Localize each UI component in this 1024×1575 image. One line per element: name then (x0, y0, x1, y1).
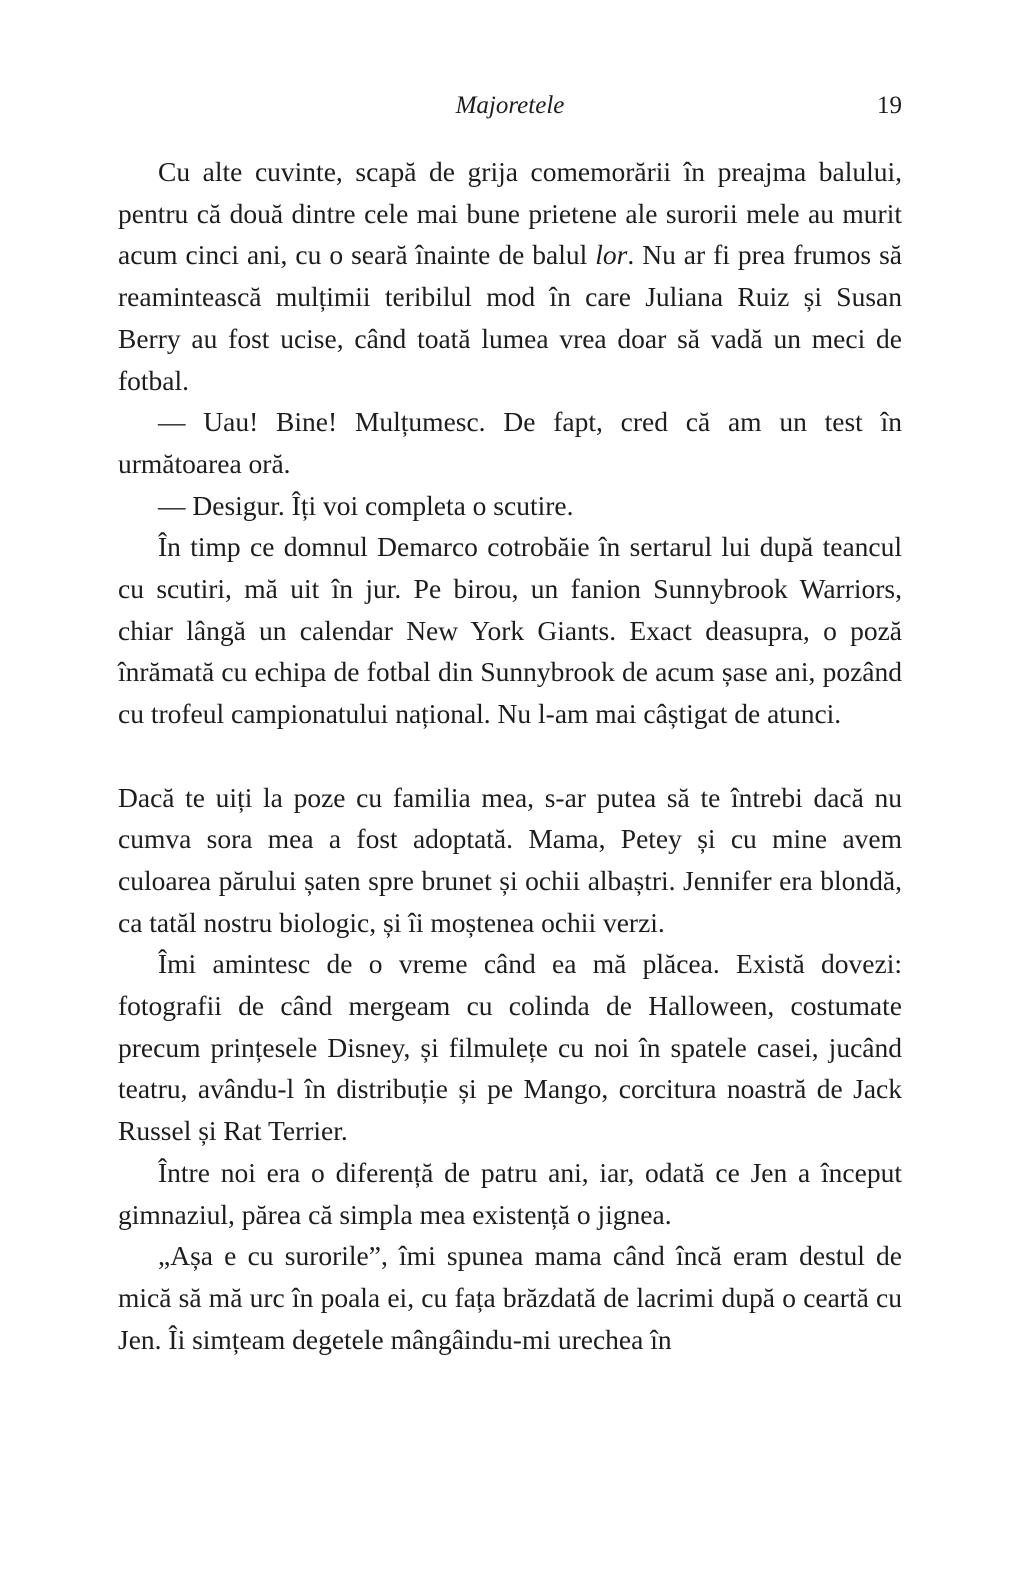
paragraph-4: În timp ce domnul Demarco cotrobăie în sertarul lui după teancul cu scutiri, mă uit în jur. Pe birou, un fanion Sunnybrook Warriors, chiar lângă un calendar New York Giants. Exact deasupra, o poză înrămată cu echipa de fotbal din Sunnybrook de acum șase ani, pozând cu trofeul campionatului național. Nu l-am mai câștigat de atunci. (118, 531, 902, 730)
paragraph-5: Dacă te uiți la poze cu familia mea, s-ar putea să te întrebi dacă nu cumva sora mea a fost adoptată. Mama, Petey și cu mine avem culoarea părului șaten spre brunet și ochii albaștri. Jennifer era blondă, ca tatăl nostru biologic, și îi moștenea ochii verzi. (118, 781, 902, 938)
paragraph-7: Între noi era o diferență de patru ani, iar, odată ce Jen a început gimnaziul, părea că simpla mea existență o jignea. (118, 1156, 902, 1230)
paragraph-1-continuation: Nu ar fi prea frumos să reamintească mulțimii teribilul mod în care Juliana Ruiz și Susan Berry au fost ucise, când toată lumea vrea doar să vadă un meci de fotbal. (118, 239, 903, 396)
section-break (118, 735, 902, 777)
paragraph-2: — Uau! Bine! Mulțumesc. De fapt, cred că am un test în următoarea oră. (118, 406, 902, 479)
page-number: 19 (877, 92, 902, 119)
paragraph-1-text: Cu alte cuvinte, scapă de grija comemorării în preajma balului, pentru că două dintre cele mai bune prietene ale surorii mele au murit acum cinci ani, cu o seară înainte de balul (118, 156, 902, 271)
body-text (118, 151, 902, 1360)
paragraph-6: Îmi amintesc de o vreme când ea mă plăcea. Există dovezi: fotografii de când mergeam cu colinda de Halloween, costumate precum prințesele Disney, și filmulețe cu noi în spatele casei, jucând teatru, avându-l în distribuție și pe Mango, corcitura noastră de Jack Russel și Rat Terrier. (118, 948, 902, 1147)
sentence-period: . (627, 239, 635, 271)
running-title: Majoretele (455, 92, 565, 119)
paragraph-3: — Desigur. Îți voi completa o scutire. (158, 489, 574, 521)
paragraph-1 (118, 151, 902, 401)
paragraph-8: „Așa e cu surorile”, îmi spunea mama când încă eram destul de mică să mă urc în poala ei, cu fața brăzdată de lacrimi după o ceartă cu Jen. Îi simțeam degetele mângâindu-mi urechea în (118, 1240, 902, 1355)
running-head (118, 88, 902, 124)
emphasis-lor: lor (595, 239, 628, 271)
